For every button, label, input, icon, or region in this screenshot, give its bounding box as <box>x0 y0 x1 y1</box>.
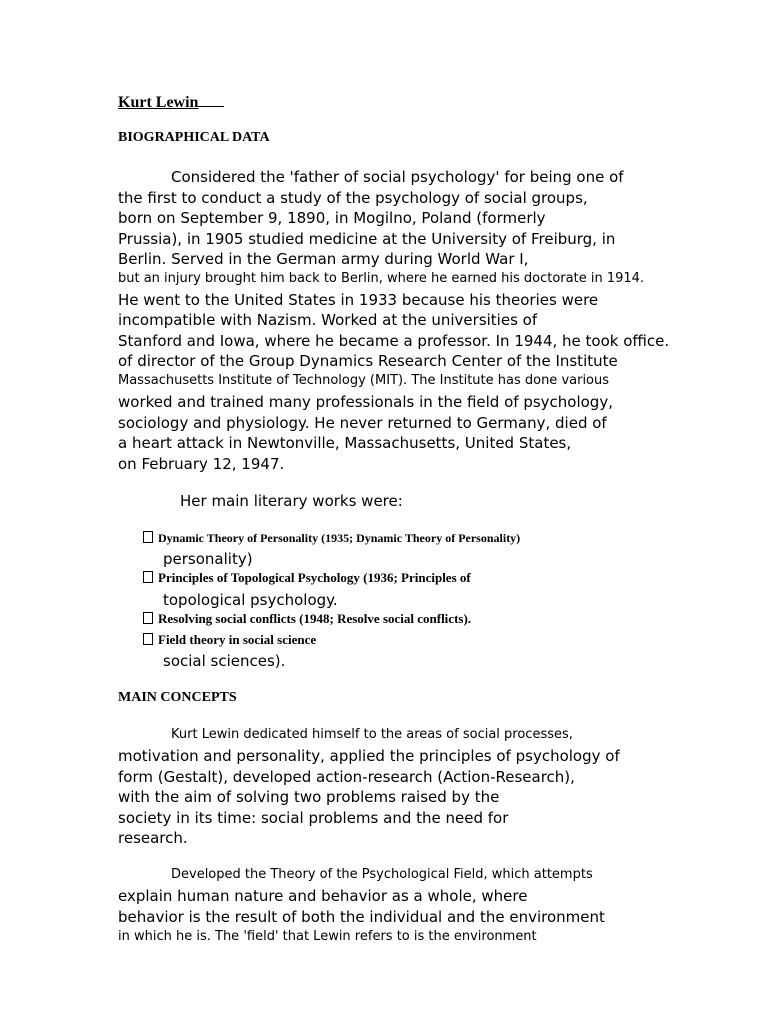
bio-line: Berlin. Served in the German army during World War I, <box>118 250 529 268</box>
bio-line: of director of the Group Dynamics Research Center of the Institute <box>118 352 618 370</box>
works-list-item: Dynamic Theory of Personality (1935; Dynamic Theory of Personality) <box>143 531 520 546</box>
concepts-line: form (Gestalt), developed action-research (Action-Research), <box>118 768 575 786</box>
works-list-item: Resolving social conflicts (1948; Resolve social conflicts). <box>143 611 471 627</box>
bio-line: but an injury brought him back to Berlin, where he earned his doctorate in 1914. <box>118 271 645 286</box>
bio-line: Massachusetts Institute of Technology (MIT). The Institute has done various <box>118 373 610 388</box>
concepts-line: in which he is. The 'field' that Lewin refers to is the environment <box>118 929 537 944</box>
bio-line: Considered the 'father of social psychology' for being one of <box>171 168 624 186</box>
checkbox-bullet-icon <box>143 531 153 543</box>
concepts-line: motivation and personality, applied the principles of psychology of <box>118 747 620 765</box>
bio-line: Stanford and Iowa, where he became a professor. In 1944, he took office. <box>118 332 670 350</box>
works-intro: Her main literary works were: <box>180 492 403 510</box>
bio-line: the first to conduct a study of the psychology of social groups, <box>118 189 588 207</box>
document-title: Kurt Lewin <box>118 94 224 112</box>
bio-line: on February 12, 1947. <box>118 455 285 473</box>
bio-line: incompatible with Nazism. Worked at the universities of <box>118 311 538 329</box>
works-list-item: Principles of Topological Psychology (1936; Principles of <box>143 570 471 586</box>
concepts-line: explain human nature and behavior as a whole, where <box>118 887 528 905</box>
concepts-line: research. <box>118 829 188 847</box>
works-list-item-continuation: personality) <box>163 550 253 568</box>
works-list-item: Field theory in social science <box>143 632 316 648</box>
concepts-line: Kurt Lewin dedicated himself to the areas of social processes, <box>171 727 573 742</box>
checkbox-bullet-icon <box>143 633 153 645</box>
bio-line: Prussia), in 1905 studied medicine at the University of Freiburg, in <box>118 230 616 248</box>
works-list-item-continuation: topological psychology. <box>163 591 338 609</box>
section-heading-biographical-data: BIOGRAPHICAL DATA <box>118 130 270 145</box>
concepts-line: Developed the Theory of the Psychological Field, which attempts <box>171 867 593 882</box>
bio-line: a heart attack in Newtonville, Massachusetts, United States, <box>118 434 572 452</box>
bio-line: born on September 9, 1890, in Mogilno, Poland (formerly <box>118 209 546 227</box>
concepts-line: behavior is the result of both the individual and the environment <box>118 908 605 926</box>
bio-line: He went to the United States in 1933 because his theories were <box>118 291 599 309</box>
section-heading-main-concepts: MAIN CONCEPTS <box>118 690 237 705</box>
concepts-line: society in its time: social problems and the need for <box>118 809 509 827</box>
bio-line: sociology and physiology. He never returned to Germany, died of <box>118 414 607 432</box>
bio-line: worked and trained many professionals in the field of psychology, <box>118 393 613 411</box>
works-list-item-continuation: social sciences). <box>163 652 286 670</box>
checkbox-bullet-icon <box>143 571 153 583</box>
checkbox-bullet-icon <box>143 612 153 624</box>
concepts-line: with the aim of solving two problems raised by the <box>118 788 500 806</box>
